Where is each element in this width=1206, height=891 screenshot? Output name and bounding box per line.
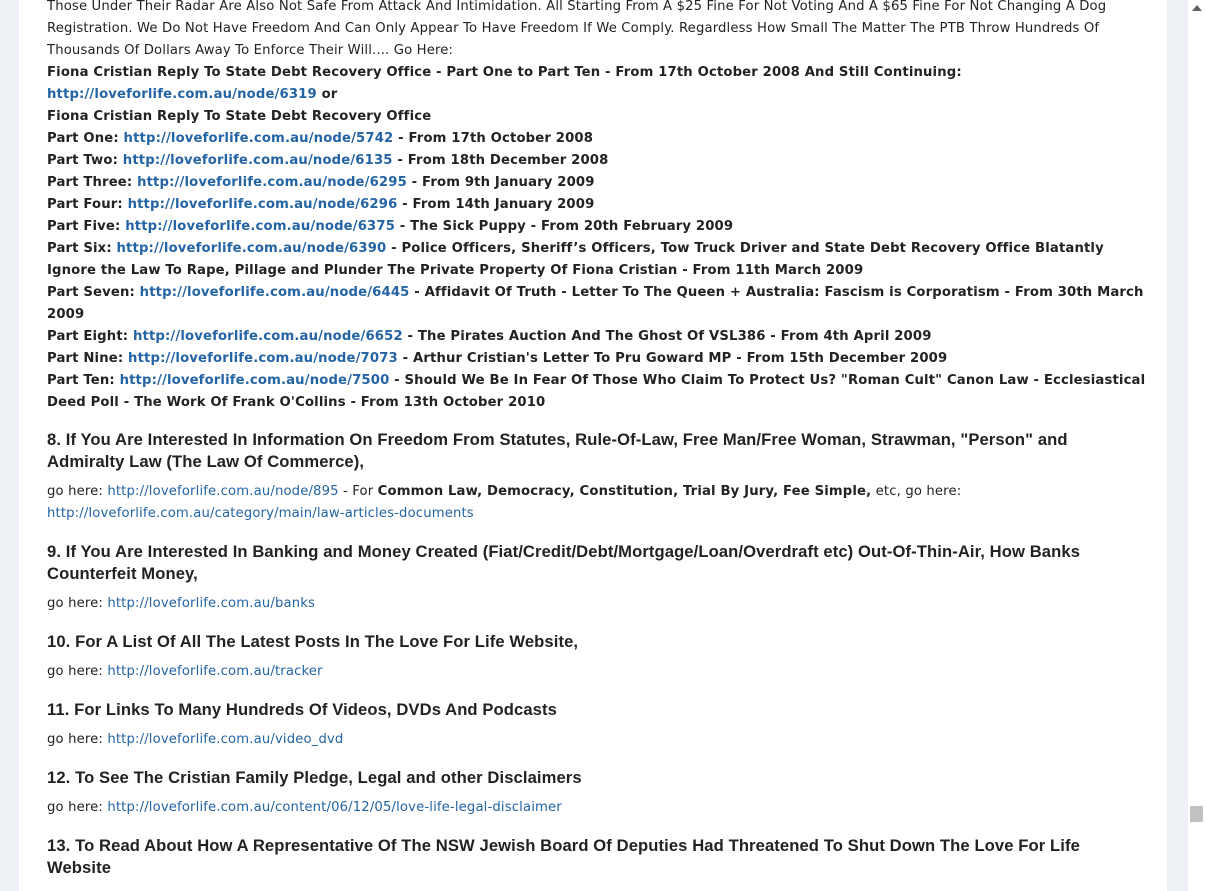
for-text: - For xyxy=(343,484,374,499)
part-label: Part Six: xyxy=(47,241,112,256)
section-11-heading: 11. For Links To Many Hundreds Of Videos, DVDs And Podcasts xyxy=(47,700,557,719)
part-row xyxy=(47,370,1147,414)
part-desc: - Should We Be In Fear Of Those Who Claim To Protect Us? "Roman Cult" Canon Law - Ecclesiastical Deed Poll - The Work Of Frank O'Collins - From 13th October 2010 xyxy=(47,373,1146,410)
part-row xyxy=(47,128,1147,150)
part-desc: - The Sick Puppy - From 20th February 2009 xyxy=(399,219,734,234)
part-row xyxy=(47,282,1147,326)
part-row xyxy=(47,150,1147,172)
part-link[interactable]: http://loveforlife.com.au/node/7500 xyxy=(119,373,390,388)
part-link[interactable]: http://loveforlife.com.au/node/6295 xyxy=(137,175,407,190)
part-desc: - Affidavit Of Truth - Letter To The Queen + Australia: Fascism is Corporatism - From 30th March 2009 xyxy=(47,285,1144,322)
part-link[interactable]: http://loveforlife.com.au/node/5742 xyxy=(123,131,394,146)
part-desc: - From 17th October 2008 xyxy=(398,131,594,146)
fiona-main-link-row xyxy=(47,84,1147,106)
part-label: Part Four: xyxy=(47,197,123,212)
fiona-heading: Fiona Cristian Reply To State Debt Recovery Office - Part One to Part Ten - From 17th October 2008 And Still Continuing: xyxy=(47,65,962,80)
disclaimer-link[interactable]: http://loveforlife.com.au/content/06/12/05/love-life-legal-disclaimer xyxy=(107,800,562,815)
go-here-text: go here: xyxy=(47,664,103,679)
scroll-up-arrow-icon[interactable] xyxy=(1192,5,1202,11)
part-label: Part Eight: xyxy=(47,329,129,344)
part-link[interactable]: http://loveforlife.com.au/node/6135 xyxy=(122,153,393,168)
intro-line: Thousands Of Dollars Away To Enforce Their Will.... Go Here: xyxy=(47,43,454,58)
go-here-text: go here: xyxy=(47,732,103,747)
part-row xyxy=(47,216,1147,238)
section-10-heading: 10. For A List Of All The Latest Posts In The Love For Life Website, xyxy=(47,632,579,651)
part-desc: - From 9th January 2009 xyxy=(411,175,595,190)
fiona-main-link[interactable]: http://loveforlife.com.au/node/6319 xyxy=(47,87,317,102)
vertical-scrollbar[interactable] xyxy=(1188,0,1206,891)
section-10-body xyxy=(47,661,1147,683)
part-row xyxy=(47,194,1147,216)
section-12-body xyxy=(47,797,1147,819)
intro-line: Registration. We Do Not Have Freedom And Can Only Appear To Have Freedom If We Comply. Regardless How Small The Matter The PTB Throw Hundreds Of xyxy=(47,21,1100,36)
part-row xyxy=(47,326,1147,348)
part-link[interactable]: http://loveforlife.com.au/node/6652 xyxy=(132,329,403,344)
part-label: Part One: xyxy=(47,131,119,146)
or-text: or xyxy=(321,87,338,102)
part-row xyxy=(47,238,1147,282)
banks-link[interactable]: http://loveforlife.com.au/banks xyxy=(107,596,316,611)
intro-line: Those Under Their Radar Are Also Not Safe From Attack And Intimidation. All Starting From A $25 Fine For Not Voting And A $65 Fine For Not Changing A Dog xyxy=(47,0,1107,14)
section-8-body xyxy=(47,481,1147,525)
part-label: Part Five: xyxy=(47,219,121,234)
tracker-link[interactable]: http://loveforlife.com.au/tracker xyxy=(107,664,323,679)
go-here-text: go here: xyxy=(47,800,103,815)
part-label: Part Seven: xyxy=(47,285,135,300)
video-dvd-link[interactable]: http://loveforlife.com.au/video_dvd xyxy=(107,732,344,747)
part-link[interactable]: http://loveforlife.com.au/node/6296 xyxy=(127,197,398,212)
go-here-text: go here: xyxy=(47,596,103,611)
section-12-heading: 12. To See The Cristian Family Pledge, Legal and other Disclaimers xyxy=(47,768,582,787)
section-11-body xyxy=(47,729,1147,751)
law-node-link[interactable]: http://loveforlife.com.au/node/895 xyxy=(107,484,339,499)
part-link[interactable]: http://loveforlife.com.au/node/6390 xyxy=(116,241,387,256)
fiona-subheading: Fiona Cristian Reply To State Debt Recovery Office xyxy=(47,109,432,124)
etc-text: etc, go here: xyxy=(875,484,962,499)
part-row xyxy=(47,172,1147,194)
part-desc: - From 14th January 2009 xyxy=(402,197,595,212)
part-link[interactable]: http://loveforlife.com.au/node/6375 xyxy=(125,219,396,234)
page-body xyxy=(19,0,1167,891)
section-9-body xyxy=(47,593,1147,615)
part-label: Part Two: xyxy=(47,153,119,168)
section-13-heading: 13. To Read About How A Representative Of The NSW Jewish Board Of Deputies Had Threatened To Shut Down The Love For Life Website xyxy=(47,836,1080,877)
part-desc: - The Pirates Auction And The Ghost Of VSL386 - From 4th April 2009 xyxy=(407,329,932,344)
part-row xyxy=(47,348,1147,370)
section-9-heading: 9. If You Are Interested In Banking and Money Created (Fiat/Credit/Debt/Mortgage/Loan/Overdraft etc) Out-Of-Thin-Air, How Banks Counterfeit Money, xyxy=(47,542,1081,583)
go-here-text: go here: xyxy=(47,484,103,499)
part-desc: - Arthur Cristian's Letter To Pru Goward MP - From 15th December 2009 xyxy=(402,351,948,366)
part-label: Part Three: xyxy=(47,175,133,190)
section-8-heading: 8. If You Are Interested In Information On Freedom From Statutes, Rule-Of-Law, Free Man/Free Woman, Strawman, "Person" and Admiralty Law (The Law Of Commerce), xyxy=(47,430,1068,471)
law-articles-link[interactable]: http://loveforlife.com.au/category/main/law-articles-documents xyxy=(47,506,474,521)
part-label: Part Nine: xyxy=(47,351,124,366)
part-desc: - Police Officers, Sheriff’s Officers, Tow Truck Driver and State Debt Recovery Office Blatantly Ignore the Law To Rape, Pillage and Plunder The Private Property Of Fiona Cristian - From 11th March 2009 xyxy=(47,241,1104,278)
part-link[interactable]: http://loveforlife.com.au/node/7073 xyxy=(128,351,398,366)
scroll-thumb[interactable] xyxy=(1190,806,1203,822)
part-link[interactable]: http://loveforlife.com.au/node/6445 xyxy=(139,285,410,300)
part-label: Part Ten: xyxy=(47,373,115,388)
part-desc: - From 18th December 2008 xyxy=(397,153,609,168)
article-content xyxy=(47,0,1147,879)
common-law-text: Common Law, Democracy, Constitution, Trial By Jury, Fee Simple, xyxy=(377,484,872,499)
